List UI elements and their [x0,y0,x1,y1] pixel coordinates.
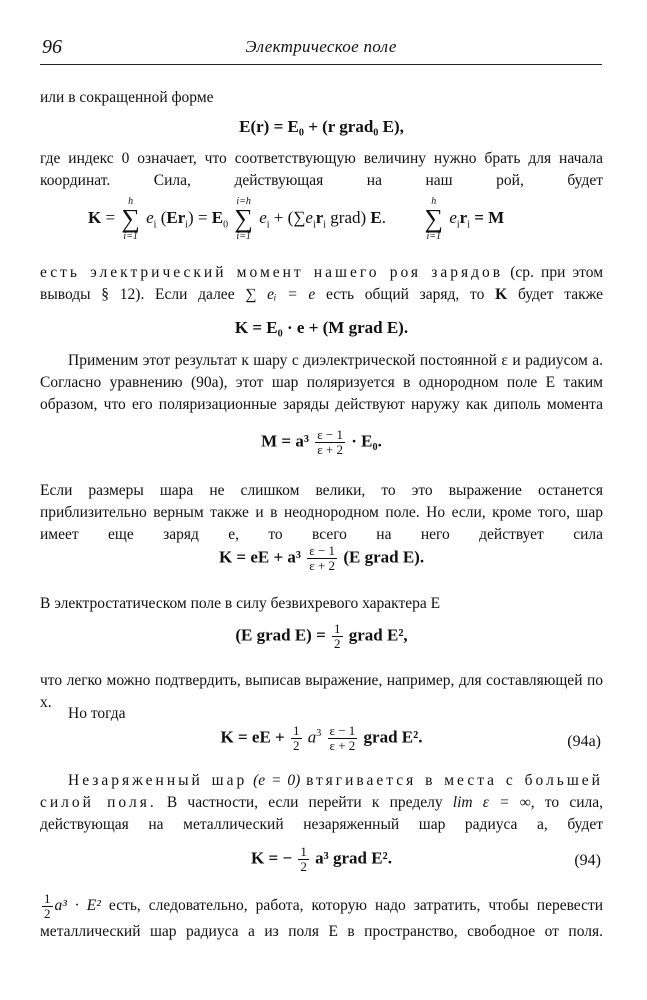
paragraph-10: $\frac{1}{2}$ a³ · E² есть, следовательно, работа, которую надо затратить, чтобы перевести металлический шар радиуса a из поля E в пространство, свободное от поля. [40,891,604,940]
equation-number-94: (94) [574,852,601,869]
paragraph-4: Применим этот результат к шару с диэлектрической постоянной ε и радиусом a. Согласно уравнению (90a), этот шар поляризуется в однородном поле E таким образом, что его поляризационные заряды действуют наружу как диполь момента [40,352,603,413]
paragraph-7: что легко можно подтвердить, выписав выражение, например, для составляющей по x. [40,672,603,711]
page-number: 96 [42,36,62,58]
equation-5: K = eE + a³ $\frac{\varepsilon - 1}{\varepsilon + 2}$ (E grad E). [218,543,425,573]
paragraph-8: Но тогда [68,705,126,722]
header-rule [40,64,602,65]
equation-7: K = eE + $\frac{1}{2}$ $a^3$ $\frac{\varepsilon - 1}{\varepsilon + 2}$ grad E². [220,723,423,753]
equation-2: K = h ∑ i=1 $e_i$ $(Er_i) = E_0$ i=h ∑ i=1 $e_i + (\sum e_ir_i$ grad) E. h ∑ i=1 $e_ir_i = M$ [88,196,505,242]
equation-8: K = − $\frac{1}{2}$ a³ grad E². [251,844,392,874]
sum-symbol: h ∑ i=1 [424,196,444,242]
running-title: Электрическое поле [245,37,397,56]
paragraph-3: есть электрический момент нашего роя зарядов (ср. при этом выводы § 12). Если далее ∑ eᵢ = e есть общий заряд, то K будет также [40,264,604,303]
sum-symbol: h ∑ i=1 [121,196,140,242]
paragraph-5: Если размеры шара не слишком велики, то это выражение останется приблизительно верным также и в неоднородном поле. Но если, кроме того, шар имеет еще заряд e, то всего на него действует сила [40,482,603,543]
equation-4: M = a³ $\frac{\varepsilon - 1}{\varepsilon + 2}$ · E₀. [261,427,382,457]
sum-symbol: i=h ∑ i=1 [234,196,253,242]
equation-number-94a: (94a) [567,733,601,750]
paragraph-9: Незаряженный шар (e = 0) втягивается в места с большей силой поля. В частности, если перейти к пределу lim ε = ∞, то сила, действующая на металлический незаряженный шар радиуса a, будет [40,772,603,833]
paragraph-1: или в сокращенной форме [40,89,214,106]
equation-1: E(r) = E₀ + (r grad₀ E), [239,117,404,136]
page-header [40,36,602,64]
equation-3: K = E₀ · e + (M grad E). [234,318,409,337]
paragraph-2: где индекс 0 означает, что соответствующую величину нужно брать для начала координат. Сила, действующая на наш рой, будет [40,150,603,189]
equation-6: (E grad E) = $\frac{1}{2}$ grad E², [235,621,408,651]
paragraph-6: В электростатическом поле в силу безвихревого характера E [40,595,441,612]
